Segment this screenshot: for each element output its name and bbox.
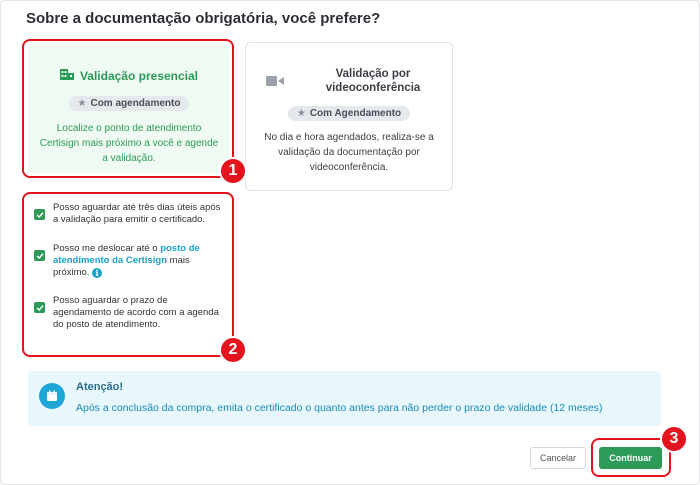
star-icon: ★: [77, 98, 87, 109]
annotation-number-1: 1: [219, 157, 247, 185]
checklist-item-text: Posso aguardar o prazo de agendamento de acordo com a agenda do posto de atendimento.: [53, 295, 219, 330]
page-title: Sobre a documentação obrigatória, você prefere?: [26, 10, 381, 27]
schedule-badge-video: [288, 106, 410, 121]
option-presencial-title: Validação presencial: [79, 69, 199, 83]
checklist-item-prefix: Posso me deslocar até o: [53, 243, 161, 254]
star-icon: ★: [296, 108, 306, 119]
checklist-item-text: Posso aguardar até três dias úteis após a validação para emitir o certificado.: [53, 202, 221, 225]
option-presencial-description: Localize o ponto de atendimento Certisign mais próximo a você e agende a validação.: [39, 123, 219, 164]
attention-alert: [28, 371, 661, 426]
annotation-box-2: [22, 192, 234, 357]
alert-title: Atenção!: [76, 381, 124, 393]
annotation-number-2: 2: [219, 336, 247, 364]
checklist-item-suffix: mais próximo.: [53, 255, 190, 278]
option-video-card[interactable]: [245, 42, 453, 191]
annotation-number-3: 3: [660, 425, 688, 453]
schedule-badge-label: Com agendamento: [90, 98, 181, 109]
cancel-button[interactable]: Cancelar: [530, 447, 586, 469]
schedule-badge-video-label: Com Agendamento: [309, 108, 402, 119]
calendar-icon: [39, 383, 65, 409]
option-video-description: No dia e hora agendados, realiza-se a validação da documentação por videoconferência.: [264, 132, 434, 173]
annotation-box-1: [22, 39, 234, 178]
info-icon[interactable]: i: [92, 268, 102, 278]
option-video-title: Validação por videoconferência: [325, 68, 421, 94]
service-point-link[interactable]: posto de atendimento da Certisign: [53, 243, 200, 266]
video-camera-icon: [266, 74, 284, 92]
continue-button[interactable]: Continuar: [599, 447, 662, 469]
alert-text: Após a conclusão da compra, emita o certificado o quanto antes para não perder o prazo de validade (12 meses): [76, 402, 603, 414]
